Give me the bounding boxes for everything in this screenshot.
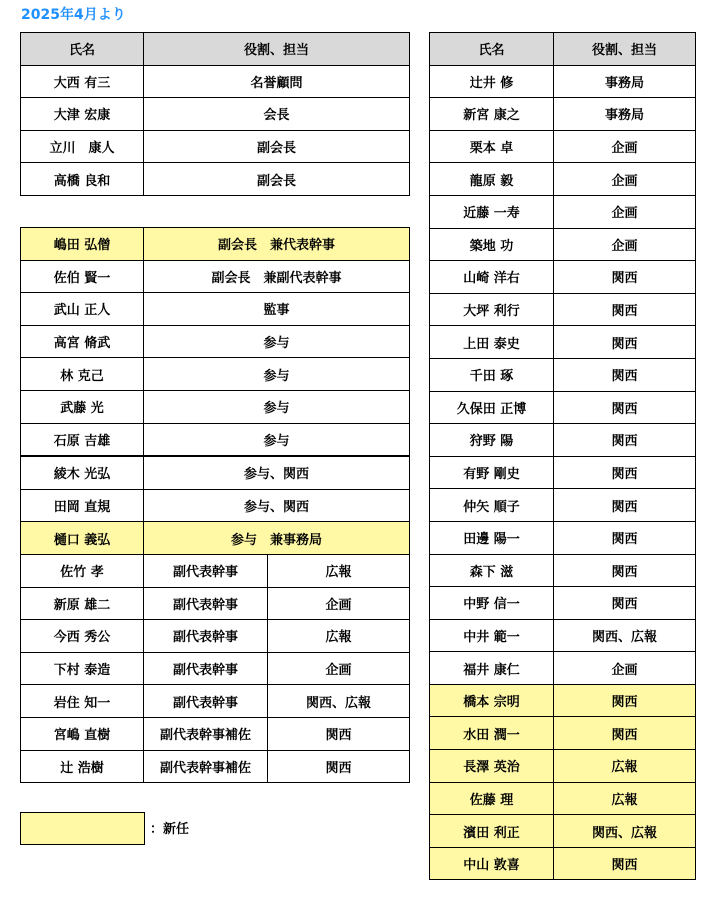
member-role: 企画 xyxy=(554,228,696,261)
member-name: 栗本 卓 xyxy=(430,130,554,163)
member-role: 企画 xyxy=(554,130,696,163)
member-role: 関西 xyxy=(554,261,696,294)
member-role: 関西 xyxy=(554,293,696,326)
officers-table-top xyxy=(20,32,410,196)
member-role: 事務局 xyxy=(554,98,696,131)
member-role: 副会長 兼副代表幹事 xyxy=(144,260,410,293)
member-role: 関西 xyxy=(554,847,696,880)
table-row xyxy=(21,522,410,555)
member-name: 福井 康仁 xyxy=(430,652,554,685)
table-row xyxy=(21,489,410,522)
table-header-row xyxy=(430,33,696,66)
member-name: 佐伯 賢一 xyxy=(21,260,144,293)
table-row xyxy=(21,293,410,326)
member-name: 武山 正人 xyxy=(21,293,144,326)
member-area: 広報 xyxy=(268,554,410,587)
table-row xyxy=(21,685,410,718)
table-row xyxy=(21,456,410,489)
member-role: 副会長 xyxy=(144,130,410,163)
member-role: 参与 xyxy=(144,325,410,358)
table-row xyxy=(21,652,410,685)
header-role-cell: 役割、担当 xyxy=(144,33,410,66)
member-role: 事務局 xyxy=(554,65,696,98)
member-role: 副代表幹事 xyxy=(144,554,268,587)
member-role: 参与 xyxy=(144,358,410,391)
member-name: 林 克己 xyxy=(21,358,144,391)
member-role: 参与 xyxy=(144,390,410,423)
officers-table-bottom xyxy=(20,227,410,783)
member-name: 築地 功 xyxy=(430,228,554,261)
table-row xyxy=(430,619,696,652)
member-name: 田岡 直規 xyxy=(21,489,144,522)
member-name: 石原 吉雄 xyxy=(21,423,144,456)
member-area: 企画 xyxy=(268,587,410,620)
table-row xyxy=(430,261,696,294)
member-role: 副会長 xyxy=(144,163,410,196)
member-role: 関西 xyxy=(554,554,696,587)
table-row xyxy=(430,847,696,880)
member-role: 副代表幹事補佐 xyxy=(144,750,268,783)
member-name: 下村 泰造 xyxy=(21,652,144,685)
table-row xyxy=(430,815,696,848)
member-role: 関西 xyxy=(554,489,696,522)
table-row xyxy=(430,98,696,131)
table-row xyxy=(21,65,410,98)
member-role: 企画 xyxy=(554,652,696,685)
table-row xyxy=(430,163,696,196)
member-area: 関西、広報 xyxy=(268,685,410,718)
member-name: 上田 泰史 xyxy=(430,326,554,359)
member-name: 佐竹 孝 xyxy=(21,554,144,587)
member-name: 宮嶋 直樹 xyxy=(21,717,144,750)
page-title: 2025年4月より xyxy=(21,7,126,23)
table-row xyxy=(21,98,410,131)
member-role: 参与 xyxy=(144,423,410,456)
member-name: 新原 雄二 xyxy=(21,587,144,620)
table-row xyxy=(430,489,696,522)
table-row xyxy=(21,163,410,196)
table-row xyxy=(21,358,410,391)
member-role: 関西 xyxy=(554,358,696,391)
member-role: 関西 xyxy=(554,521,696,554)
member-role: 副代表幹事 xyxy=(144,587,268,620)
member-role: 参与、関西 xyxy=(144,489,410,522)
member-area: 広報 xyxy=(268,620,410,653)
member-name: 千田 琢 xyxy=(430,358,554,391)
table-row xyxy=(430,195,696,228)
member-role: 副代表幹事 xyxy=(144,652,268,685)
table-row xyxy=(430,326,696,359)
member-area: 企画 xyxy=(268,652,410,685)
table-row xyxy=(21,587,410,620)
member-name: 橋本 宗明 xyxy=(430,684,554,717)
table-row xyxy=(430,424,696,457)
member-name: 田邊 陽一 xyxy=(430,521,554,554)
member-name: 大西 有三 xyxy=(21,65,144,98)
table-row xyxy=(430,358,696,391)
legend-new-label: ：新任 xyxy=(150,822,190,837)
member-name: 嶋田 弘僧 xyxy=(21,228,144,261)
member-name: 久保田 正博 xyxy=(430,391,554,424)
table-row xyxy=(430,652,696,685)
member-name: 大坪 利行 xyxy=(430,293,554,326)
table-row xyxy=(21,750,410,783)
header-name-cell: 氏名 xyxy=(430,33,554,66)
member-area: 関西 xyxy=(268,717,410,750)
member-role: 副会長 兼代表幹事 xyxy=(144,228,410,261)
member-name: 濱田 利正 xyxy=(430,815,554,848)
member-role: 関西 xyxy=(554,587,696,620)
table-header-row xyxy=(21,33,410,66)
member-role: 関西 xyxy=(554,456,696,489)
member-name: 仲矢 順子 xyxy=(430,489,554,522)
member-role: 関西 xyxy=(554,424,696,457)
member-name: 水田 潤一 xyxy=(430,717,554,750)
table-row xyxy=(430,228,696,261)
member-name: 有野 剛史 xyxy=(430,456,554,489)
table-row xyxy=(21,228,410,261)
member-role: 広報 xyxy=(554,750,696,783)
member-role: 広報 xyxy=(554,782,696,815)
member-name: 狩野 陽 xyxy=(430,424,554,457)
member-name: 辻 浩樹 xyxy=(21,750,144,783)
member-role: 関西 xyxy=(554,391,696,424)
member-role: 名誉顧問 xyxy=(144,65,410,98)
member-role: 関西、広報 xyxy=(554,619,696,652)
member-name: 高橋 良和 xyxy=(21,163,144,196)
member-role: 参与 兼事務局 xyxy=(144,522,410,555)
table-row xyxy=(430,587,696,620)
legend-new-swatch xyxy=(20,812,145,845)
member-name: 武藤 光 xyxy=(21,390,144,423)
member-name: 樋口 義弘 xyxy=(21,522,144,555)
table-row xyxy=(21,423,410,456)
table-row xyxy=(430,391,696,424)
table-row xyxy=(430,554,696,587)
member-role: 監事 xyxy=(144,293,410,326)
table-row xyxy=(21,620,410,653)
member-name: 佐藤 理 xyxy=(430,782,554,815)
table-row xyxy=(430,456,696,489)
member-area: 関西 xyxy=(268,750,410,783)
member-role: 副代表幹事補佐 xyxy=(144,717,268,750)
header-name-cell: 氏名 xyxy=(21,33,144,66)
member-role: 会長 xyxy=(144,98,410,131)
member-name: 新宮 康之 xyxy=(430,98,554,131)
table-row xyxy=(21,390,410,423)
table-row xyxy=(430,130,696,163)
table-row xyxy=(21,554,410,587)
member-name: 中井 範一 xyxy=(430,619,554,652)
member-name: 中野 信一 xyxy=(430,587,554,620)
table-row xyxy=(21,325,410,358)
member-name: 立川 康人 xyxy=(21,130,144,163)
member-name: 岩住 知一 xyxy=(21,685,144,718)
member-name: 森下 滋 xyxy=(430,554,554,587)
table-row xyxy=(21,717,410,750)
member-role: 関西 xyxy=(554,684,696,717)
member-name: 龍原 毅 xyxy=(430,163,554,196)
table-row xyxy=(430,717,696,750)
table-row xyxy=(430,684,696,717)
member-role: 副代表幹事 xyxy=(144,620,268,653)
member-role: 関西 xyxy=(554,717,696,750)
table-row xyxy=(430,65,696,98)
member-name: 中山 敦喜 xyxy=(430,847,554,880)
member-role: 参与、関西 xyxy=(144,456,410,489)
member-name: 長澤 英治 xyxy=(430,750,554,783)
table-row xyxy=(430,782,696,815)
member-name: 今西 秀公 xyxy=(21,620,144,653)
member-name: 近藤 一寿 xyxy=(430,195,554,228)
table-row xyxy=(430,521,696,554)
member-role: 企画 xyxy=(554,195,696,228)
table-row xyxy=(430,293,696,326)
member-name: 辻井 修 xyxy=(430,65,554,98)
member-role: 副代表幹事 xyxy=(144,685,268,718)
member-role: 企画 xyxy=(554,163,696,196)
member-name: 山崎 洋右 xyxy=(430,261,554,294)
table-row xyxy=(430,750,696,783)
members-table xyxy=(429,32,696,880)
member-name: 綾木 光弘 xyxy=(21,456,144,489)
member-name: 高宮 脩武 xyxy=(21,325,144,358)
table-row xyxy=(21,260,410,293)
member-role: 関西 xyxy=(554,326,696,359)
header-role-cell: 役割、担当 xyxy=(554,33,696,66)
member-role: 関西、広報 xyxy=(554,815,696,848)
member-name: 大津 宏康 xyxy=(21,98,144,131)
table-row xyxy=(21,130,410,163)
